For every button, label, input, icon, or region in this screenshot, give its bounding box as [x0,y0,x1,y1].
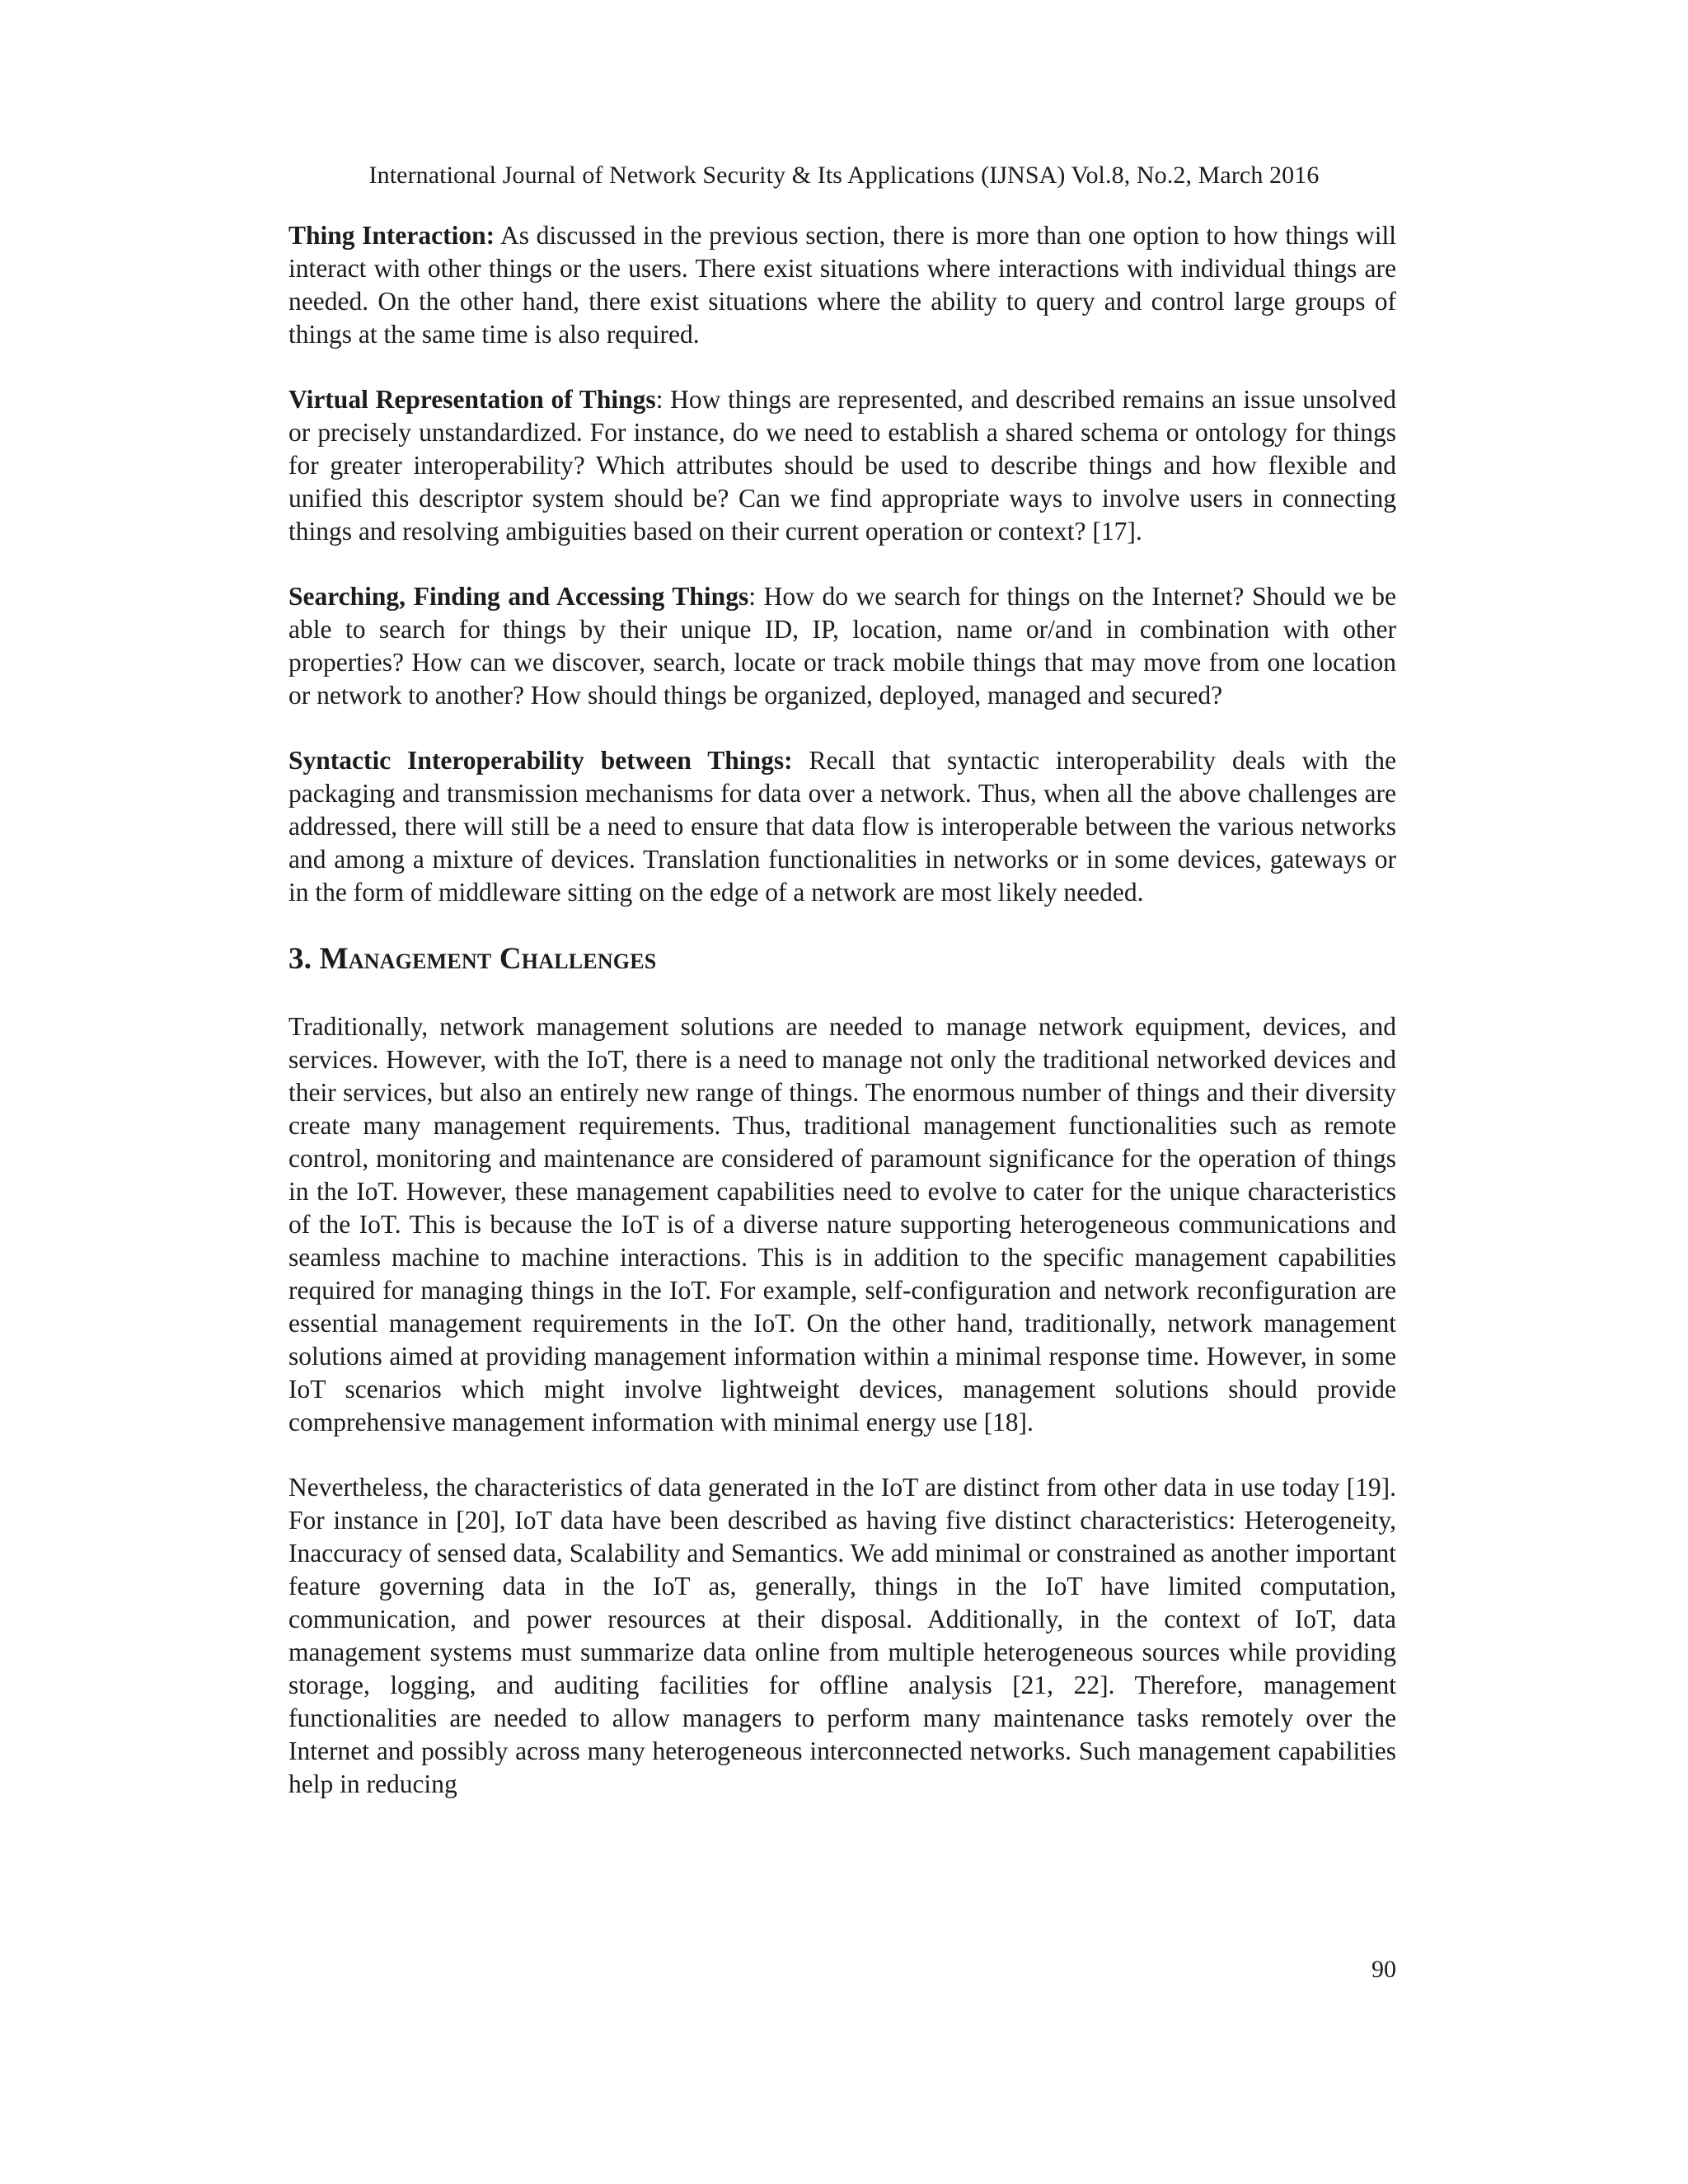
running-header: International Journal of Network Security & Its Applications (IJNSA) Vol.8, No.2, March 2016 [368,162,1320,189]
paragraph-body: Recall that syntactic interoperability deals with the packaging and transmission mechanisms for data over a network. Thus, when all the above challenges are addressed, there will still be a need to ensure that data flow is interoperable between the various networks and among a mixture of devices. Translation functionalities in networks or in some devices, gateways or in the form of middleware sitting on the edge of a network are most likely needed. [288,746,1396,907]
paragraph-management-intro: Traditionally, network management solutions are needed to manage network equipment, devices, and services. However, with the IoT, there is a need to manage not only the traditional networked devices and their services, but also an entirely new range of things. The enormous number of things and their diversity create many management requirements. Thus, traditional management functionalities such as remote control, monitoring and maintenance are considered of paramount significance for the operation of things in the IoT. However, these management capabilities need to evolve to cater for the unique characteristics of the IoT. This is because the IoT is of a diverse nature supporting heterogeneous communications and seamless machine to machine interactions. This is in addition to the specific management capabilities required for managing things in the IoT. For example, self-configuration and network reconfiguration are essential management requirements in the IoT. On the other hand, traditionally, network management solutions aimed at providing management information within a minimal response time. However, in some IoT scenarios which might involve lightweight devices, management solutions should provide comprehensive management information with minimal energy use [18]. [288,1012,1396,1436]
paragraph-searching-things [288,580,1396,712]
paragraph-body: : How things are represented, and described remains an issue unsolved or precisely unstandardized. For instance, do we need to establish a shared schema or ontology for things for greater interoperability? Which attributes should be used to describe things and how flexible and unified this descriptor system should be? Can we find appropriate ways to involve users in connecting things and resolving ambiguities based on their current operation or context? [17]. [288,385,1396,546]
section-title: Management Challenges [319,942,657,976]
page-number: 90 [1372,1956,1396,1983]
paragraph-lead: Syntactic Interoperability between Things: [288,746,793,775]
paragraph-virtual-representation [288,383,1396,548]
section-heading [288,941,1396,977]
paragraph-lead: Virtual Representation of Things [288,385,656,414]
paragraph-syntactic-interoperability [288,744,1396,909]
paragraph-lead: Thing Interaction: [288,221,495,250]
paragraph-thing-interaction [288,219,1396,351]
paragraph-data-characteristics: Nevertheless, the characteristics of data generated in the IoT are distinct from other data in use today [19]. For instance in [20], IoT data have been described as having five distinct characteristics: Heterogeneity, Inaccuracy of sensed data, Scalability and Semantics. We add minimal or constrained as another important feature governing data in the IoT as, generally, things in the IoT have limited computation, communication, and power resources at their disposal. Additionally, in the context of IoT, data management systems must summarize data online from multiple heterogeneous sources while providing storage, logging, and auditing facilities for offline analysis [21, 22]. Therefore, management functionalities are needed to allow managers to perform many maintenance tasks remotely over the Internet and possibly across many heterogeneous interconnected networks. Such management capabilities help in reducing [288,1473,1396,1798]
paragraph-lead: Searching, Finding and Accessing Things [288,582,749,611]
section-number: 3. [288,942,320,976]
paragraph-body: : How do we search for things on the Internet? Should we be able to search for things by their unique ID, IP, location, name or/and in combination with other properties? How can we discover, search, locate or track mobile things that may move from one location or network to another? How should things be organized, deployed, managed and secured? [288,582,1396,710]
body-text [288,219,1396,1833]
paragraph-body: As discussed in the previous section, there is more than one option to how things will interact with other things or the users. There exist situations where interactions with individual things are needed. On the other hand, there exist situations where the ability to query and control large groups of things at the same time is also required. [288,221,1397,349]
